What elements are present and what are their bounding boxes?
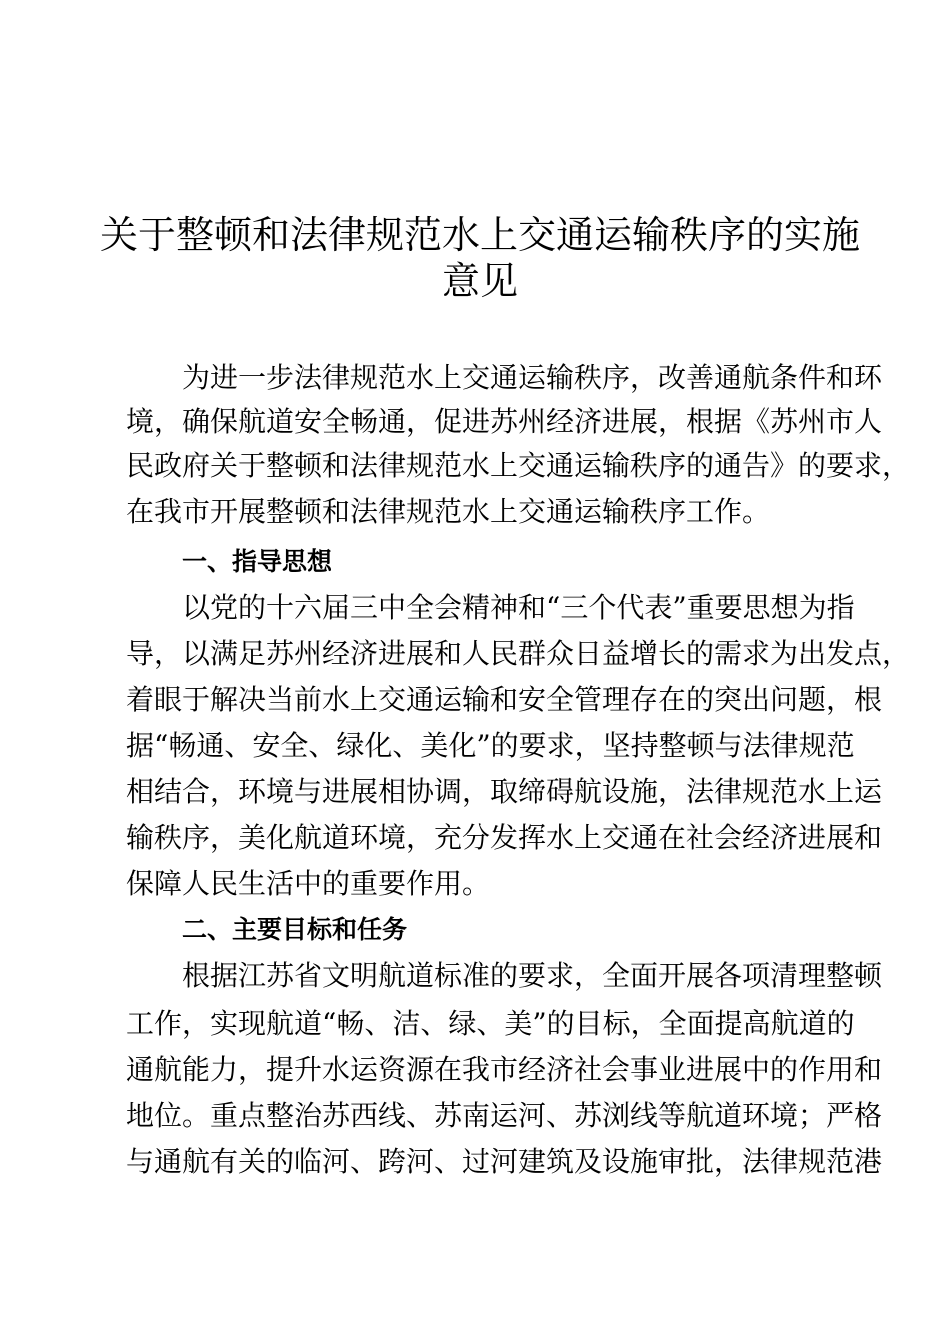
section2-line: 工作，实现航道“畅、洁、绿、美”的目标，全面提高航道的 — [126, 1007, 855, 1040]
intro-line: 在我市开展整顿和法律规范水上交通运输秩序工作。 — [126, 495, 771, 528]
section1-line: 着眼于解决当前水上交通运输和安全管理存在的突出问题，根 — [126, 683, 883, 716]
section1-line: 以党的十六届三中全会精神和“三个代表”重要思想为指 — [182, 591, 855, 624]
intro-line: 境，确保航道安全畅通，促进苏州经济进展，根据《苏州市人 — [126, 405, 883, 438]
section1-line: 据“畅通、安全、绿化、美化”的要求，坚持整顿与法律规范 — [126, 729, 855, 762]
section2-line: 通航能力，提升水运资源在我市经济社会事业进展中的作用和 — [126, 1053, 883, 1086]
section1-line: 保障人民生活中的重要作用。 — [126, 867, 491, 900]
document-title-line-2: 意见 — [441, 259, 518, 303]
section-heading-goals-and-tasks: 二、主要目标和任务 — [182, 915, 408, 944]
section2-line: 地位。重点整治苏西线、苏南运河、苏浏线等航道环境；严格 — [126, 1099, 883, 1132]
document-title-line-1: 关于整顿和法律规范水上交通运输秩序的实施 — [100, 213, 861, 257]
intro-line: 为进一步法律规范水上交通运输秩序，改善通航条件和环 — [182, 361, 883, 394]
intro-line: 民政府关于整顿和法律规范水上交通运输秩序的通告》的要求， — [126, 449, 911, 482]
section-heading-guiding-ideology: 一、指导思想 — [182, 547, 333, 576]
section1-line: 输秩序，美化航道环境，充分发挥水上交通在社会经济进展和 — [126, 821, 883, 854]
section2-line: 与通航有关的临河、跨河、过河建筑及设施审批，法律规范港 — [126, 1145, 883, 1178]
section1-line: 导，以满足苏州经济进展和人民群众日益增长的需求为出发点， — [126, 637, 911, 670]
section2-line: 根据江苏省文明航道标准的要求，全面开展各项清理整顿 — [182, 959, 883, 992]
section1-line: 相结合，环境与进展相协调，取缔碍航设施，法律规范水上运 — [126, 775, 883, 808]
